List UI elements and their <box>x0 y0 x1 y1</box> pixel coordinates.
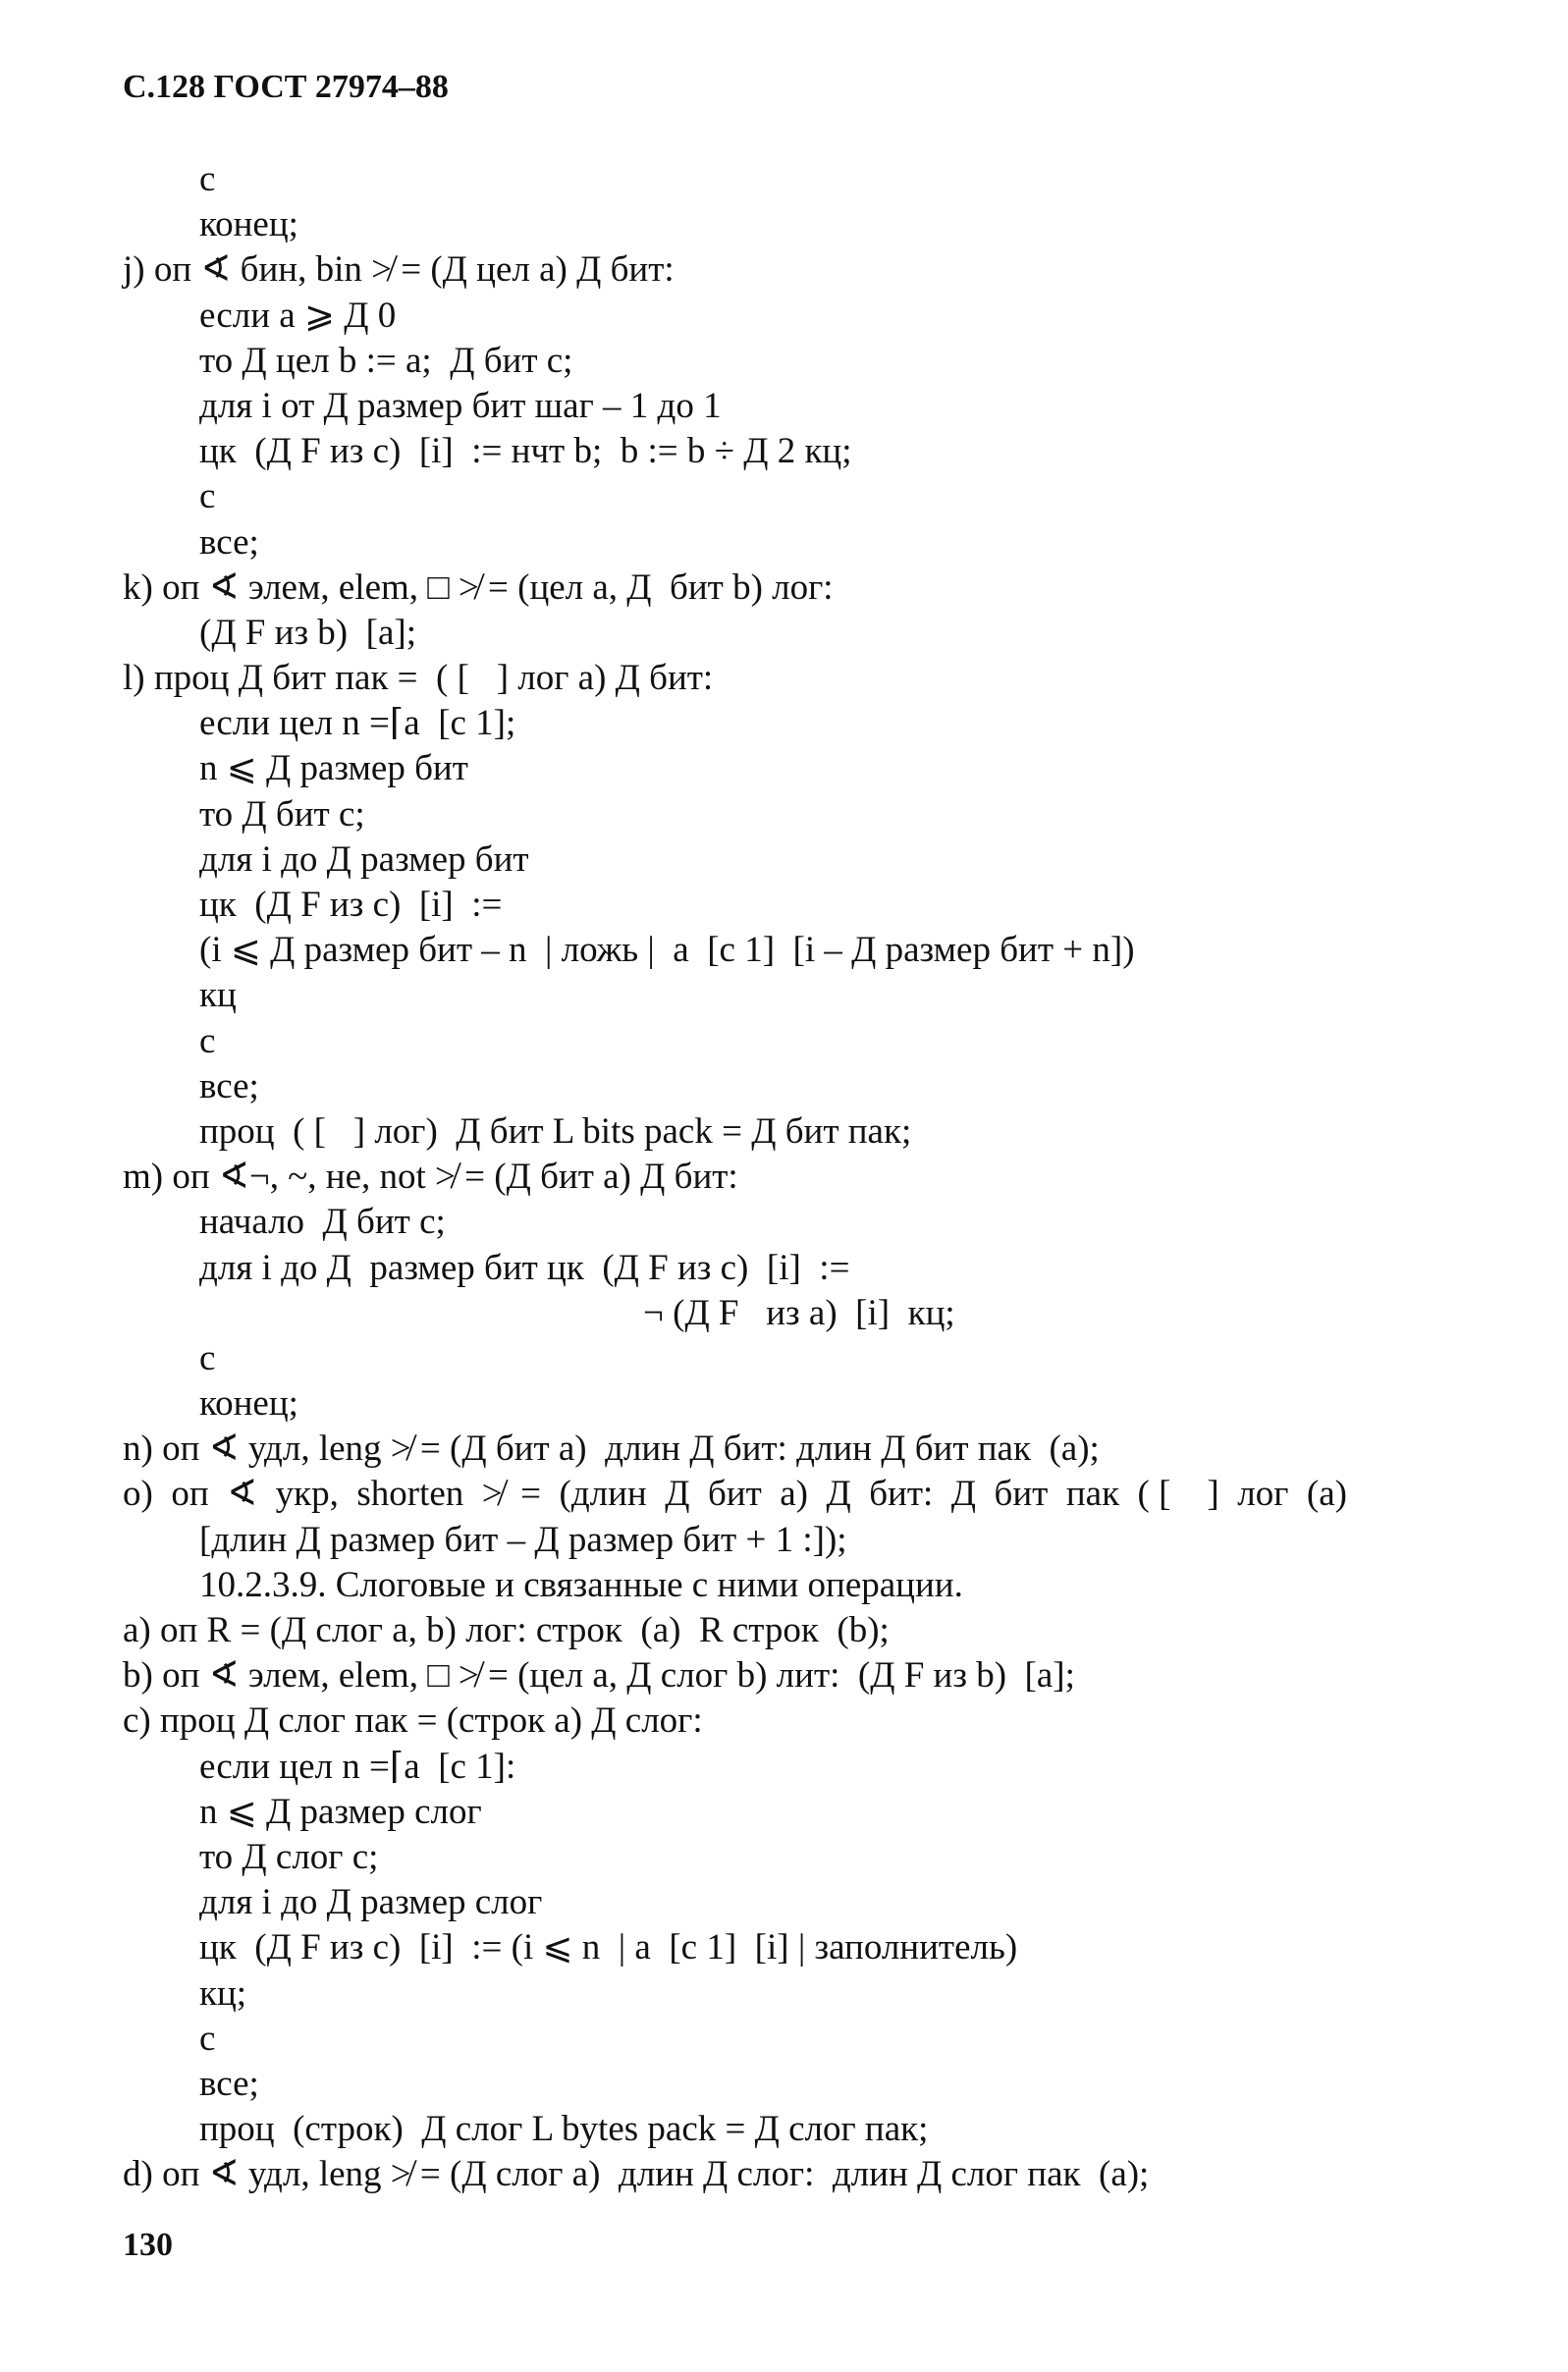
code-line: (i ⩽ Д размер бит – n | ложь | а [с 1] [i – Д размер бит + n]) <box>199 930 1135 971</box>
code-line: цк (Д F из с) [i] := (i ⩽ n | а [с 1] [i] | заполнитель) <box>199 1927 1018 1968</box>
page-number: 130 <box>123 2227 173 2263</box>
code-line: n ⩽ Д размер бит <box>199 748 468 789</box>
code-line: все; <box>199 1065 259 1106</box>
code-line: то Д цел b := а; Д бит с; <box>199 340 573 381</box>
code-line: с <box>199 1337 216 1378</box>
code-line: n) оп ∢ удл, leng ≯ = (Д бит а) длин Д бит: длин Д бит пак (а); <box>123 1429 1100 1470</box>
code-line: то Д бит с; <box>199 793 365 835</box>
code-line: d) оп ∢ удл, leng ≯ = (Д слог а) длин Д слог: длин Д слог пак (а); <box>123 2154 1150 2195</box>
code-line: если цел n =⌈а [с 1]; <box>199 703 516 744</box>
code-line: b) оп ∢ элем, elem, □ ≯ = (цел а, Д слог b) лит: (Д F из b) [а]; <box>123 1655 1075 1697</box>
code-line: 10.2.3.9. Слоговые и связанные с ними операции. <box>199 1564 963 1605</box>
code-line: с <box>199 159 216 199</box>
code-line: если а ⩾ Д 0 <box>199 295 397 336</box>
code-line: для i до Д размер бит цк (Д F из с) [i] := <box>199 1247 850 1288</box>
document-body <box>123 157 1497 2197</box>
code-line: проц ( [ ] лог) Д бит L bits pack = Д бит пак; <box>199 1110 912 1152</box>
code-line: кц; <box>199 1972 247 2014</box>
code-line: начало Д бит с; <box>199 1202 446 1243</box>
code-line: конец; <box>199 1383 298 1425</box>
code-line: цк (Д F из с) [i] := нчт b; b := b ÷ Д 2 кц; <box>199 431 852 472</box>
code-line: для i до Д размер бит <box>199 838 529 880</box>
code-line: с <box>199 476 216 517</box>
code-line: с <box>199 2018 216 2059</box>
code-line: с <box>199 1020 216 1061</box>
code-line: j) оп ∢ бин, bin ≯ = (Д цел а) Д бит: <box>123 249 675 291</box>
code-line: для i до Д размер слог <box>199 1882 543 1923</box>
code-line: для i от Д размер бит шаг – 1 до 1 <box>199 385 722 426</box>
code-line: l) проц Д бит пак = ( [ ] лог а) Д бит: <box>123 658 714 699</box>
code-line: цк (Д F из с) [i] := <box>199 885 503 925</box>
code-line: все; <box>199 521 259 563</box>
code-line: [длин Д размер бит – Д размер бит + 1 :]); <box>199 1519 847 1560</box>
code-line: конец; <box>199 204 298 245</box>
code-line: c) проц Д слог пак = (строк а) Д слог: <box>123 1700 703 1742</box>
code-line: кц <box>199 975 237 1016</box>
code-line: k) оп ∢ элем, elem, □ ≯ = (цел а, Д бит b) лог: <box>123 566 834 608</box>
code-line: если цел n =⌈а [с 1]: <box>199 1746 516 1787</box>
code-line: все; <box>199 2063 259 2104</box>
code-line: a) оп R = (Д слог а, b) лог: строк (а) R строк (b); <box>123 1610 890 1650</box>
code-line: m) оп ∢¬, ~, не, not ≯ = (Д бит а) Д бит: <box>123 1157 738 1198</box>
code-line: ¬ (Д F из а) [i] кц; <box>643 1292 955 1333</box>
code-line: n ⩽ Д размер слог <box>199 1791 482 1832</box>
page-header: С.128 ГОСТ 27974–88 <box>123 69 449 105</box>
code-line: (Д F из b) [а]; <box>199 612 416 653</box>
code-line: проц (строк) Д слог L bytes pack = Д слог пак; <box>199 2109 929 2150</box>
code-line: то Д слог с; <box>199 1836 379 1877</box>
code-line: o) оп ∢ укр, shorten ≯ = (длин Д бит а) Д бит: Д бит пак ( [ ] лог (а) <box>123 1474 1347 1515</box>
